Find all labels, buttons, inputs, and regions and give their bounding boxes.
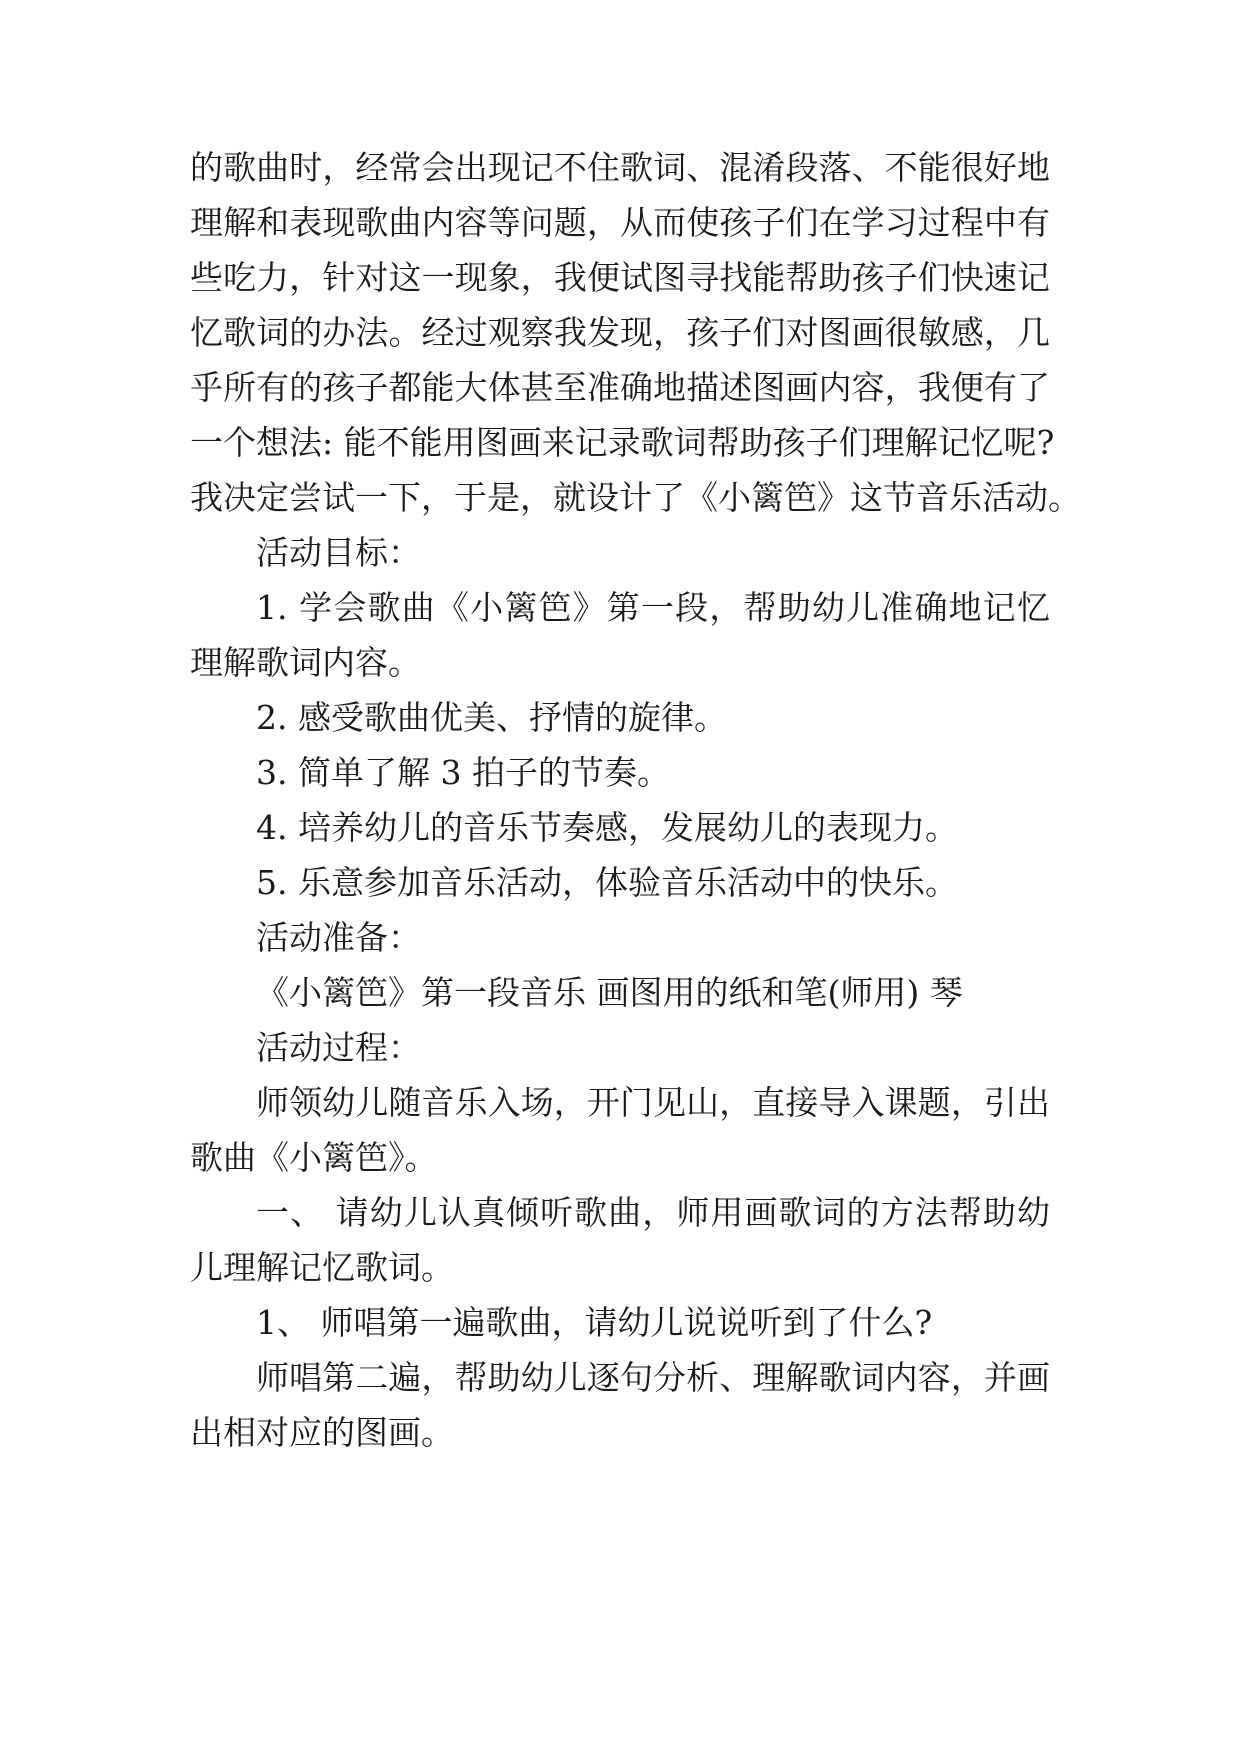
text-line: 我决定尝试一下，于是，就设计了《小篱笆》这节音乐活动。: [190, 478, 1081, 517]
objective-item-3: 3. 简单了解 3 拍子的节奏。: [256, 753, 670, 792]
section-heading-preparation: 活动准备：: [256, 918, 421, 957]
objective-item-1-cont: 理解歌词内容。: [190, 643, 421, 682]
process-substep-1: 1、 师唱第一遍歌曲，请幼儿说说听到了什么?: [256, 1303, 933, 1342]
text-line: 些吃力，针对这一现象，我便试图寻找能帮助孩子们快速记: [190, 258, 1050, 297]
text-line: 理解和表现歌曲内容等问题，从而使孩子们在学习过程中有: [190, 203, 1050, 242]
text-line: 忆歌词的办法。经过观察我发现，孩子们对图画很敏感，几: [190, 313, 1050, 352]
process-paragraph-cont: 歌曲《小篱笆》。: [190, 1138, 438, 1177]
text-line: 一个想法: 能不能用图画来记录歌词帮助孩子们理解记忆呢?: [190, 423, 1055, 462]
process-substep-2-cont: 出相对应的图画。: [190, 1413, 454, 1452]
objective-item-2: 2. 感受歌曲优美、抒情的旋律。: [256, 698, 727, 737]
objective-item-4: 4. 培养幼儿的音乐节奏感，发展幼儿的表现力。: [256, 808, 958, 847]
process-substep-2: 师唱第二遍，帮助幼儿逐句分析、理解歌词内容，并画: [256, 1358, 1050, 1397]
process-paragraph: 师领幼儿随音乐入场，开门见山，直接导入课题，引出: [256, 1083, 1050, 1122]
process-step-1: 一、 请幼儿认真倾听歌曲，师用画歌词的方法帮助幼: [256, 1193, 1050, 1232]
text-line: 乎所有的孩子都能大体甚至准确地描述图画内容，我便有了: [190, 368, 1050, 407]
section-heading-objectives: 活动目标：: [256, 533, 421, 572]
objective-item-1: 1. 学会歌曲《小篱笆》第一段，帮助幼儿准确地记忆: [256, 588, 1050, 627]
preparation-text: 《小篱笆》第一段音乐 画图用的纸和笔(师用) 琴: [256, 973, 963, 1012]
text-line: 的歌曲时，经常会出现记不住歌词、混淆段落、不能很好地: [190, 148, 1050, 187]
objective-item-5: 5. 乐意参加音乐活动，体验音乐活动中的快乐。: [256, 863, 958, 902]
section-heading-process: 活动过程：: [256, 1028, 421, 1067]
process-step-1-cont: 儿理解记忆歌词。: [190, 1248, 454, 1287]
